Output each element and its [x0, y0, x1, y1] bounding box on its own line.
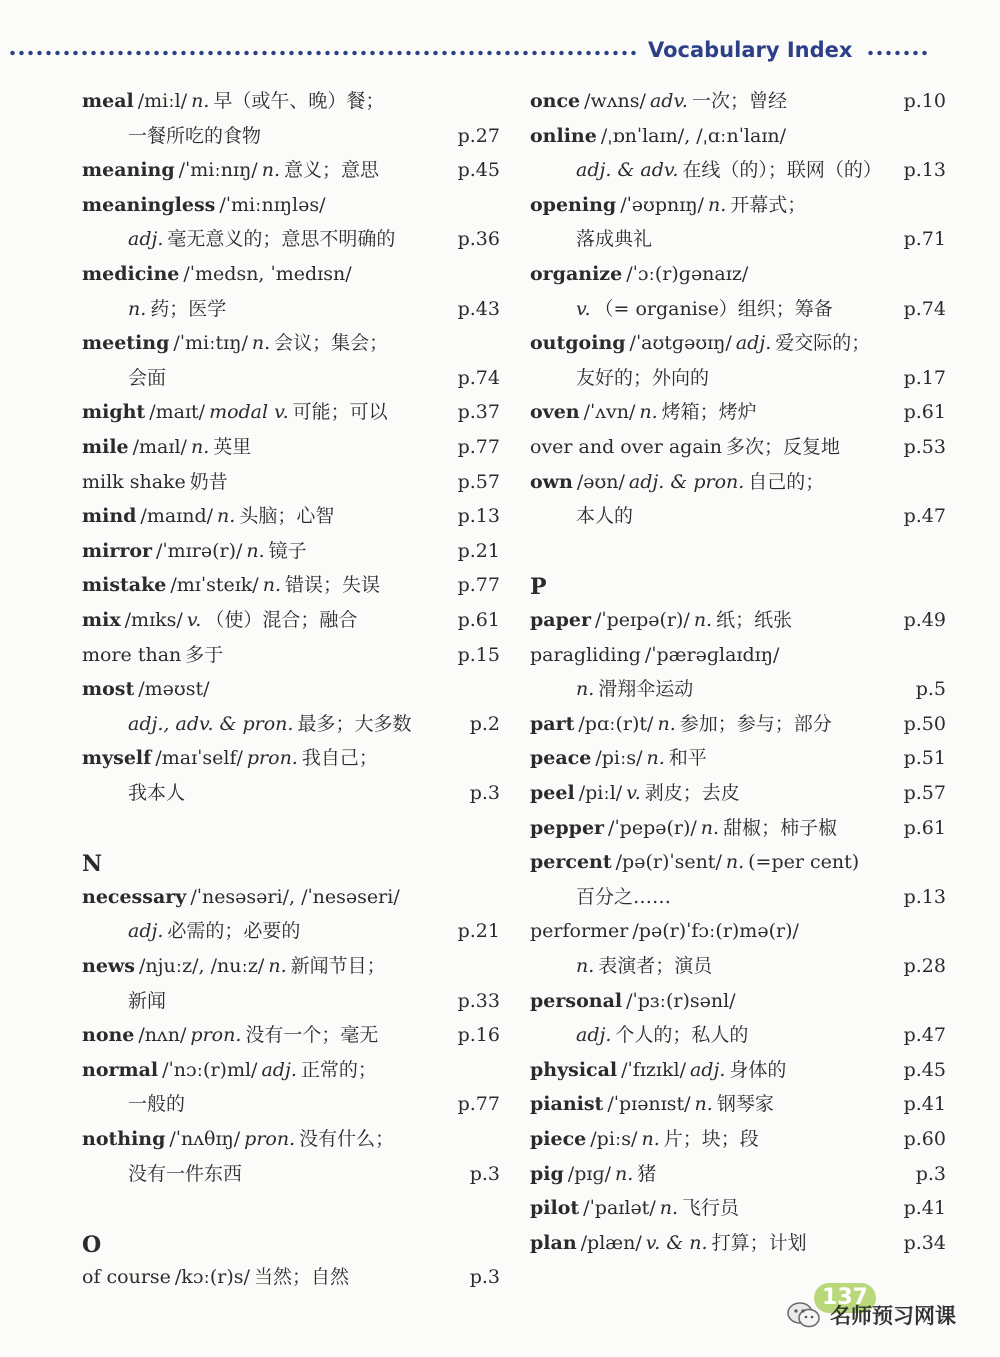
definition: 多于 [185, 643, 224, 666]
headword: pilot [530, 1197, 580, 1220]
headword: outgoing [530, 332, 626, 355]
header-title: Vocabulary Index [648, 38, 853, 62]
headword: part [530, 712, 575, 735]
header-dots-left [8, 50, 640, 56]
definition: 没有什么； [299, 1128, 395, 1150]
headword: necessary [82, 885, 187, 908]
part-of-speech: v. [186, 609, 202, 631]
vocab-entry [530, 984, 946, 1018]
part-of-speech: n. [190, 436, 210, 458]
phonetic: /maɪnd/ [140, 505, 214, 528]
definition: 甜椒；柿子椒 [723, 816, 838, 839]
definition: 我本人 [128, 782, 186, 804]
header-dots-right [866, 50, 928, 56]
vocab-entry [530, 914, 946, 948]
headword: once [530, 90, 581, 112]
watermark [786, 1295, 956, 1335]
phonetic: /ˈpɜː(r)sənl/ [626, 989, 736, 1012]
part-of-speech: n. [639, 401, 658, 424]
definition: （使）混合；融合 [205, 609, 358, 631]
definition: 没有一件东西 [128, 1162, 243, 1185]
part-of-speech: adj. [735, 332, 772, 355]
phonetic: /maɪˈself/ [155, 747, 243, 770]
part-of-speech: adj. & pron. [628, 470, 745, 493]
phonetic: /miːl/ [137, 90, 188, 112]
definition: 会议；集会； [274, 332, 389, 355]
phonetic: /ˈəʊpnɪŋ/ [620, 193, 704, 216]
page-reference: p.77 [457, 436, 500, 458]
part-of-speech: n. [657, 712, 676, 735]
vocab-entry [530, 811, 946, 845]
phonetic: /məʊst/ [138, 678, 210, 701]
page-reference: p.3 [469, 1162, 500, 1185]
vocab-entry [530, 1226, 946, 1260]
vocab-entry [530, 188, 946, 222]
phonetic: /ˈmiːnɪŋləs/ [219, 193, 326, 216]
part-of-speech: adj., adv. & pron. [128, 712, 294, 735]
entry-continuation [82, 984, 500, 1018]
phonetic: /ˈpærəɡlaɪdɪŋ/ [644, 643, 780, 666]
entry-continuation [82, 119, 500, 153]
vocab-entry [82, 568, 500, 602]
entry-continuation [530, 1018, 946, 1052]
definition: 正常的； [300, 1058, 377, 1081]
vocab-entry [530, 465, 946, 499]
headword: news [82, 955, 135, 977]
vocab-entry [530, 1122, 946, 1156]
entry-continuation [530, 153, 946, 187]
vocab-entry [530, 1087, 946, 1121]
headword: oven [530, 401, 580, 424]
phonetic: /ˈmiːnɪŋ/ [178, 159, 258, 182]
definition: 早（或午、晚）餐； [213, 90, 385, 112]
part-of-speech: adj. [689, 1058, 726, 1081]
entry-continuation [530, 949, 946, 983]
headword: personal [530, 989, 623, 1012]
definition: 一次；曾经 [691, 90, 787, 112]
headword: medicine [82, 263, 180, 285]
vocab-entry [530, 119, 946, 153]
entry-continuation [530, 499, 946, 533]
definition: 可能；可以 [292, 401, 388, 424]
vocab-entry [82, 1260, 500, 1294]
page-reference: p.34 [903, 1231, 946, 1254]
entry-continuation [530, 292, 946, 326]
headword: might [82, 401, 146, 424]
page-reference: p.41 [903, 1197, 946, 1220]
entry-continuation [82, 292, 500, 326]
part-of-speech: n. [246, 539, 265, 562]
phonetic: /kɔː(r)s/ [174, 1266, 250, 1289]
page-reference: p.77 [457, 1093, 500, 1116]
headword: paragliding [530, 643, 641, 666]
definition: 身体的 [729, 1058, 787, 1081]
part-of-speech: n. [251, 332, 271, 355]
vocab-entry [82, 1122, 500, 1156]
part-of-speech: pron. [190, 1024, 242, 1047]
part-of-speech: adv. [649, 90, 688, 112]
vocab-entry [82, 499, 500, 533]
page-reference: p.37 [457, 401, 500, 424]
definition: 参加；参与；部分 [679, 712, 832, 735]
part-of-speech: n. [268, 955, 287, 977]
page-reference: p.13 [457, 505, 500, 528]
definition: 飞行员 [682, 1197, 740, 1220]
headword: peel [530, 782, 575, 804]
vocab-entry [530, 707, 946, 741]
vocab-entry [82, 257, 500, 291]
part-of-speech: n. [641, 1128, 660, 1150]
page-reference: p.10 [903, 90, 946, 112]
phonetic: /piːs/ [590, 1128, 638, 1150]
part-of-speech: n. [725, 851, 745, 874]
page-reference: p.49 [903, 609, 946, 631]
phonetic: /ˈaʊtɡəʊɪŋ/ [629, 332, 732, 355]
vocab-entry [82, 638, 500, 672]
part-of-speech: n. [700, 816, 720, 839]
page-reference: p.5 [915, 678, 946, 701]
definition: 新闻节目； [290, 955, 386, 977]
phonetic: /piːs/ [595, 747, 643, 770]
entry-continuation [530, 361, 946, 395]
headword: piece [530, 1128, 587, 1150]
phonetic: /ˈpepə(r)/ [608, 816, 697, 839]
vocab-entry [82, 672, 500, 706]
part-of-speech: n. [262, 574, 281, 597]
definition: 在线（的）；联网（的） [682, 159, 882, 182]
phonetic: /nʌn/ [138, 1024, 187, 1047]
vocab-entry [530, 395, 946, 429]
definition: 奶昔 [189, 470, 228, 493]
headword: meeting [82, 332, 170, 355]
part-of-speech: n. [261, 159, 280, 182]
part-of-speech: n. [128, 297, 147, 320]
definition: 最多；大多数 [297, 712, 412, 735]
vocab-entry [530, 845, 946, 879]
phonetic: /njuːz/, /nuːz/ [138, 955, 265, 977]
headword: nothing [82, 1128, 166, 1150]
definition: 自己的； [748, 470, 825, 493]
headword: percent [530, 851, 612, 874]
definition: 百分之…… [576, 885, 672, 908]
entry-continuation [82, 914, 500, 948]
definition: 意义；意思 [284, 159, 380, 182]
part-of-speech: adj. [261, 1058, 297, 1081]
definition: 本人的 [576, 505, 634, 528]
page-reference: p.61 [903, 816, 946, 839]
headword: more than [82, 643, 182, 666]
definition: 个人的；私人的 [615, 1024, 749, 1047]
headword: plan [530, 1231, 577, 1254]
page-reference: p.15 [457, 643, 500, 666]
page-reference: p.77 [457, 574, 500, 597]
page-reference: p.33 [457, 989, 500, 1012]
headword: peace [530, 747, 592, 770]
page-reference: p.3 [469, 782, 500, 804]
vocab-entry [82, 880, 500, 914]
phonetic: /ˌɒnˈlaɪn/, /ˌɑːnˈlaɪn/ [600, 124, 787, 147]
definition: 友好的；外向的 [576, 366, 710, 389]
phonetic: /plæn/ [580, 1231, 642, 1254]
vocab-entry [82, 949, 500, 983]
vocab-entry [530, 603, 946, 637]
phonetic: /ˈʌvn/ [583, 401, 636, 424]
section-letter: N [82, 851, 103, 878]
phonetic: /ˈnʌθɪŋ/ [169, 1128, 241, 1150]
part-of-speech: adj. [128, 228, 164, 251]
part-of-speech: n. [694, 1093, 713, 1116]
definition: 和平 [668, 747, 707, 770]
page-number-badge: 137 [814, 1283, 876, 1313]
page-reference: p.71 [903, 228, 946, 251]
phonetic: /pə(r)ˈsent/ [615, 851, 722, 874]
page-reference: p.17 [903, 366, 946, 389]
phonetic: /ˈfɪzɪkl/ [621, 1058, 686, 1081]
definition: 英里 [213, 436, 252, 458]
vocab-entry [530, 430, 946, 464]
vocab-entry [82, 534, 500, 568]
headword: milk shake [82, 470, 186, 493]
page-reference: p.53 [903, 436, 946, 458]
page-reference: p.27 [457, 124, 500, 147]
definition: 纸；纸张 [716, 609, 793, 631]
part-of-speech: adj. [128, 920, 164, 943]
vocab-entry [530, 741, 946, 775]
part-of-speech: n. [576, 955, 595, 977]
part-of-speech: v. & n. [645, 1231, 708, 1254]
definition: 开幕式； [730, 193, 807, 216]
headword: of course [82, 1266, 171, 1289]
definition: 剥皮；去皮 [644, 782, 740, 804]
phonetic: /ˈmiːtɪŋ/ [173, 332, 248, 355]
page-reference: p.28 [903, 955, 946, 977]
vocab-entry [530, 84, 946, 118]
definition: 多次；反复地 [725, 436, 840, 458]
page-reference: p.61 [457, 609, 500, 631]
headword: paper [530, 609, 591, 631]
headword: organize [530, 263, 623, 285]
vocab-entry [530, 776, 946, 810]
vocab-entry [82, 395, 500, 429]
page-reference: p.47 [903, 1024, 946, 1047]
phonetic: /wʌns/ [584, 90, 646, 112]
part-of-speech: pron. [244, 1128, 296, 1150]
headword: over and over again [530, 436, 722, 458]
vocab-entry [530, 1191, 946, 1225]
part-of-speech: n. [217, 505, 236, 528]
entry-continuation [82, 1087, 500, 1121]
part-of-speech: v. [626, 782, 641, 804]
vocab-entry [82, 465, 500, 499]
page-reference: p.41 [903, 1093, 946, 1116]
part-of-speech: modal v. [209, 401, 289, 424]
page-reference: p.21 [457, 539, 500, 562]
wechat-icon [786, 1300, 822, 1330]
entry-continuation [82, 1157, 500, 1191]
headword: meaning [82, 159, 175, 182]
entry-continuation [530, 880, 946, 914]
page-reference: p.43 [457, 297, 500, 320]
definition: 爱交际的； [775, 332, 871, 355]
headword: none [82, 1024, 135, 1047]
part-of-speech: v. [576, 297, 591, 320]
definition: 当然；自然 [253, 1266, 349, 1289]
part-of-speech: n. [576, 678, 595, 701]
definition: 药；医学 [150, 297, 227, 320]
definition: 猪 [637, 1162, 657, 1185]
headword: myself [82, 747, 152, 770]
part-of-speech: n. [659, 1197, 679, 1220]
definition: 一餐所吃的食物 [128, 124, 262, 147]
definition: 新闻 [128, 989, 167, 1012]
phonetic: /mɪˈsteɪk/ [170, 574, 259, 597]
page-reference: p.13 [903, 159, 946, 182]
headword: meaningless [82, 193, 216, 216]
phonetic: /maɪt/ [149, 401, 206, 424]
page-reference: p.3 [469, 1266, 500, 1289]
definition: 没有一个；毫无 [245, 1024, 379, 1047]
page-header [0, 36, 1000, 70]
definition: (=per cent) [748, 851, 860, 874]
page-reference: p.36 [457, 228, 500, 251]
definition: 我自己； [301, 747, 378, 770]
part-of-speech: adj. [576, 1024, 612, 1047]
headword: mix [82, 609, 121, 631]
headword: mistake [82, 574, 167, 597]
definition: 表演者；演员 [598, 955, 713, 977]
definition: 落成典礼 [576, 228, 653, 251]
page-reference: p.74 [903, 297, 946, 320]
headword: opening [530, 193, 617, 216]
phonetic: /ˈpeɪpə(r)/ [594, 609, 690, 631]
definition: 烤箱；烤炉 [661, 401, 757, 424]
definition: 打算；计划 [711, 1231, 807, 1254]
phonetic: /mɪks/ [124, 609, 183, 631]
definition: 钢琴家 [716, 1093, 774, 1116]
vocab-entry [82, 326, 500, 360]
vocab-entry [530, 326, 946, 360]
headword: pig [530, 1162, 564, 1185]
part-of-speech: n. [693, 609, 713, 631]
page-reference: p.51 [903, 747, 946, 770]
phonetic: /ˈnesəsəri/, /ˈnesəseri/ [190, 885, 400, 908]
page-reference: p.74 [457, 366, 500, 389]
phonetic: /piːl/ [578, 782, 623, 804]
part-of-speech: n. [646, 747, 665, 770]
headword: meal [82, 90, 134, 112]
headword: mind [82, 505, 137, 528]
headword: normal [82, 1058, 159, 1081]
part-of-speech: n. [707, 193, 727, 216]
phonetic: /ˈpaɪlət/ [583, 1197, 656, 1220]
page-reference: p.16 [457, 1024, 500, 1047]
headword: performer [530, 920, 629, 943]
definition: 头脑；心智 [239, 505, 335, 528]
page-reference: p.45 [903, 1058, 946, 1081]
page-reference: p.2 [469, 712, 500, 735]
phonetic: /maɪl/ [132, 436, 187, 458]
vocab-entry [82, 153, 500, 187]
part-of-speech: n. [191, 90, 210, 112]
phonetic: /pə(r)ˈfɔː(r)mə(r)/ [632, 920, 799, 943]
phonetic: /ˈpɪənɪst/ [607, 1093, 691, 1116]
page-reference: p.61 [903, 401, 946, 424]
page-reference: p.50 [903, 712, 946, 735]
entry-continuation [530, 222, 946, 256]
vocab-entry [530, 1157, 946, 1191]
definition: 必需的；必要的 [167, 920, 301, 943]
phonetic: /ˈɔː(r)ɡənaɪz/ [626, 263, 749, 285]
headword: online [530, 124, 597, 147]
page-reference: p.57 [903, 782, 946, 804]
phonetic: /əʊn/ [576, 470, 625, 493]
vocab-entry [82, 84, 500, 118]
watermark-text: 名师预习网课 [830, 1304, 956, 1328]
entry-continuation [82, 361, 500, 395]
definition: 毫无意义的；意思不明确的 [167, 228, 396, 251]
page-reference: p.45 [457, 159, 500, 182]
phonetic: /pɪɡ/ [567, 1162, 612, 1185]
headword: mile [82, 436, 129, 458]
headword: mirror [82, 539, 153, 562]
vocab-entry [82, 188, 500, 222]
page-reference: p.47 [903, 505, 946, 528]
definition: 一般的 [128, 1093, 186, 1116]
vocab-entry [82, 1018, 500, 1052]
entry-continuation [82, 222, 500, 256]
headword: most [82, 678, 135, 701]
phonetic: /ˈnɔː(r)ml/ [162, 1058, 258, 1081]
definition: 片；块；段 [663, 1128, 759, 1150]
page-reference: p.60 [903, 1128, 946, 1150]
vocab-entry [82, 430, 500, 464]
section-letter: P [530, 574, 547, 601]
headword: pepper [530, 816, 605, 839]
definition: 滑翔伞运动 [598, 678, 694, 701]
phonetic: /pɑː(r)t/ [578, 712, 654, 735]
entry-continuation [530, 672, 946, 706]
vocab-entry [530, 257, 946, 291]
vocab-entry [82, 741, 500, 775]
headword: pianist [530, 1093, 604, 1116]
phonetic: /ˈmɪrə(r)/ [156, 539, 243, 562]
phonetic: /ˈmedsn, ˈmedɪsn/ [183, 263, 352, 285]
vocab-entry [82, 603, 500, 637]
part-of-speech: adj. & adv. [576, 159, 679, 182]
vocab-entry [530, 1053, 946, 1087]
definition: 错误；失误 [284, 574, 380, 597]
definition: （= organise）组织；筹备 [594, 297, 833, 320]
headword: own [530, 470, 573, 493]
entry-continuation [82, 707, 500, 741]
vocab-entry [82, 1053, 500, 1087]
page-reference: p.57 [457, 470, 500, 493]
part-of-speech: n. [615, 1162, 634, 1185]
part-of-speech: pron. [246, 747, 298, 770]
entry-continuation [82, 776, 500, 810]
section-letter: O [82, 1231, 102, 1258]
vocab-entry [530, 638, 946, 672]
page-reference: p.13 [903, 885, 946, 908]
definition: 会面 [128, 366, 167, 389]
definition: 镜子 [268, 539, 307, 562]
page-reference: p.3 [915, 1162, 946, 1185]
headword: physical [530, 1058, 618, 1081]
page-reference: p.21 [457, 920, 500, 943]
